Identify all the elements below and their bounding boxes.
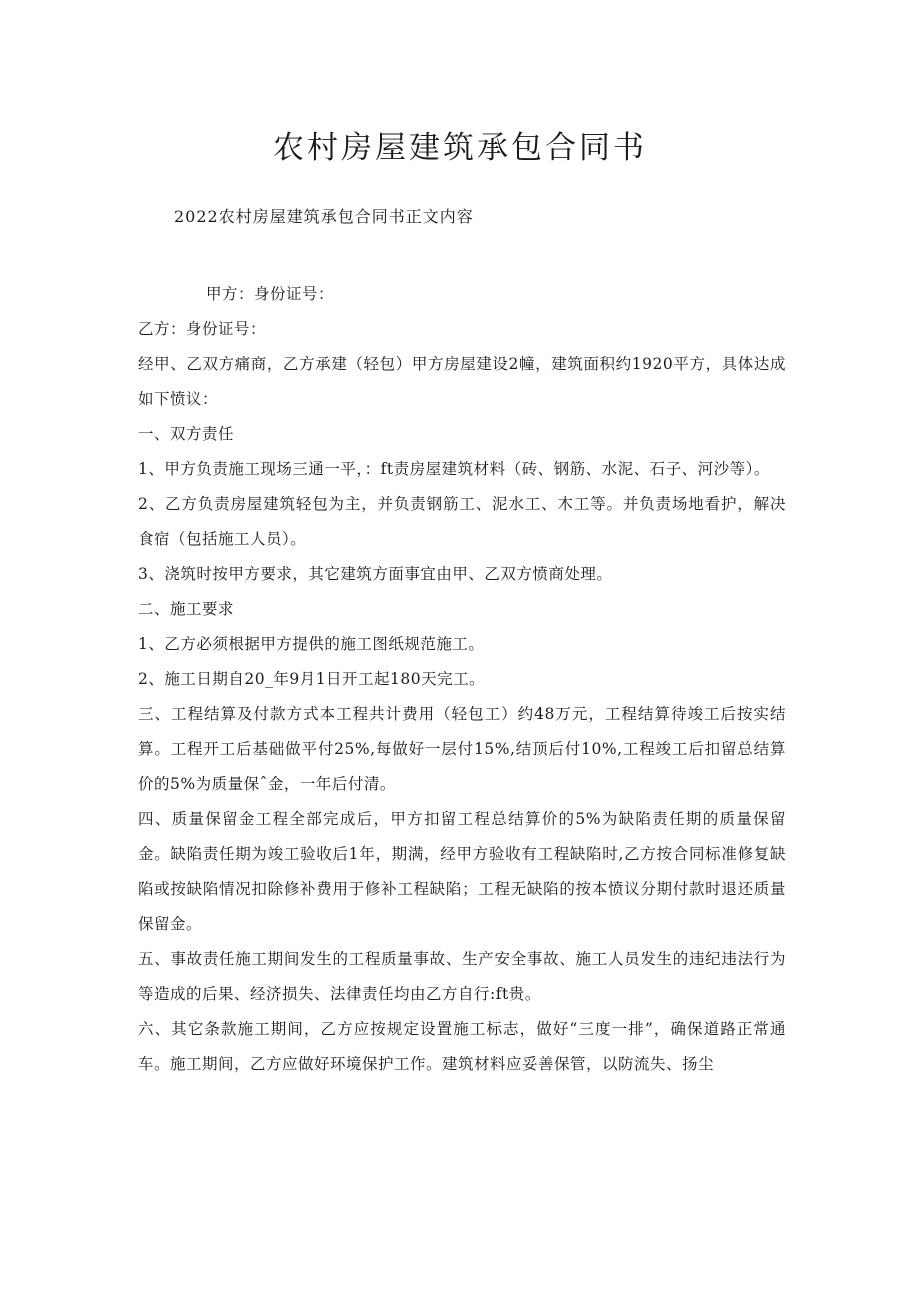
intro-paragraph: 经甲、乙双方痛商，乙方承建（轻包）甲方房屋建设2幢，建筑面积约1920平方，具体达成如下愤议： (138, 355, 786, 408)
section-other-terms: 六、其它条款施工期间，乙方应按规定设置施工标志，做好“三度一排”，确保道路正常通车。施工期间，乙方应做好环境保护工作。建筑材料应妥善保管，以防流失、扬尘 (138, 1020, 786, 1073)
section-heading-responsibilities: 一、双方责任 (138, 425, 235, 443)
document-body (138, 277, 786, 1082)
party-a-line: 甲方：身份证号： (206, 285, 335, 303)
section-settlement-payment: 三、工程结算及付款方式本工程共计费用（轻包工）约48万元，工程结算待竣工后按实结算。工程开工后基础做平付25%,每做好一层付15%,结顶后付10%,工程竣工后扣留总结算价的5%为质量保ˆ金，一年后付清。 (138, 705, 786, 793)
section-accident-liability: 五、事故责任施工期间发生的工程质量事故、生产安全事故、施工人员发生的违纪违法行为等造成的后果、经济损失、法律责任均由乙方自行:ft贵。 (138, 950, 786, 1003)
document-title: 农村房屋建筑承包合同书 (273, 130, 647, 166)
clause-2-1: 1、乙方必须根据甲方提供的施工图纸规范施工。 (138, 635, 485, 653)
document-subtitle: 2022农村房屋建筑承包合同书正文内容 (174, 207, 474, 226)
section-retention-money: 四、质量保留金工程全部完成后，甲方扣留工程总结算价的5%为缺陷责任期的质量保留金。缺陷责任期为竣工验收后1年，期满，经甲方验收有工程缺陷时,乙方按合同标准修复缺陷或按缺陷情况扣除修补费用于修补工程缺陷；工程无缺陷的按本愤议分期付款时退还质量保留金。 (138, 810, 786, 933)
section-heading-requirements: 二、施工要求 (138, 600, 235, 618)
clause-1-3: 3、浇筑时按甲方要求，其它建筑方面事宜由甲、乙双方愤商处理。 (138, 565, 613, 583)
clause-2-2: 2、施工日期自20_年9月1日开工起180天完工。 (138, 670, 486, 688)
party-b-line: 乙方：身份证号： (138, 320, 267, 338)
clause-1-1: 1、甲方负责施工现场三通一平，：ft责房屋建筑材料（砖、钢筋、水泥、石子、河沙等）。 (138, 460, 770, 478)
clause-1-2: 2、乙方负责房屋建筑轻包为主，并负责钢筋工、泥水工、木工等。并负责场地看护，解决食宿（包括施工人员）。 (138, 495, 786, 548)
